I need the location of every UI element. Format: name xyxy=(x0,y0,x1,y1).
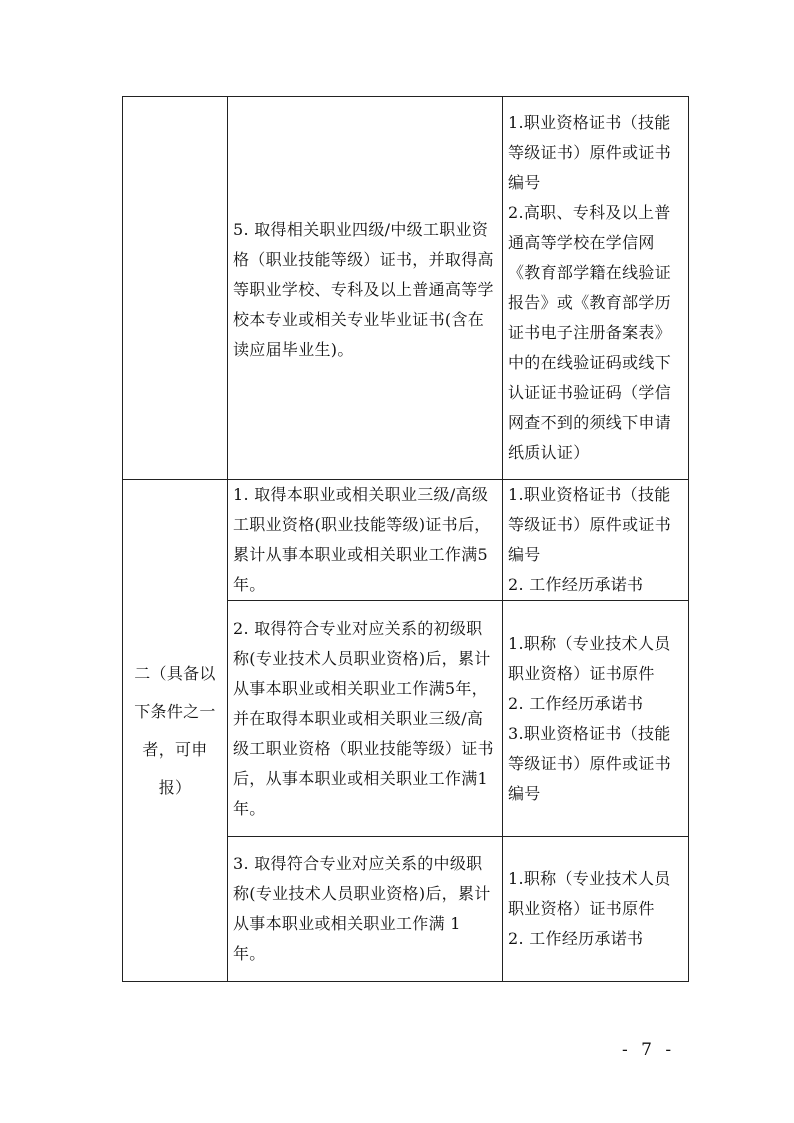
materials-cell xyxy=(503,837,689,982)
material-item: 3.职业资格证书（技能等级证书）原件或证书编号 xyxy=(508,723,672,803)
condition-cell xyxy=(228,480,503,601)
material-item: 2. 工作经历承诺书 xyxy=(508,929,644,948)
condition-cell xyxy=(228,837,503,982)
category-cell xyxy=(123,480,228,982)
condition-cell xyxy=(228,601,503,837)
material-item: 1.职业资格证书（技能等级证书）原件或证书编号 xyxy=(508,485,672,564)
material-item: 2.高职、专科及以上普通高等学校在学信网《教育部学籍在线验证报告》或《教育部学历证书电子注册备案表》中的在线验证码或线下认证证书验证码（学信网查不到的须线下申请纸质认证） xyxy=(508,203,672,462)
material-item: 2. 工作经历承诺书 xyxy=(508,575,644,594)
requirements-table xyxy=(122,96,689,982)
materials-cell xyxy=(503,601,689,837)
material-item: 1.职业资格证书（技能等级证书）原件或证书编号 xyxy=(508,113,672,192)
condition-text: 2. 取得符合专业对应关系的初级职称(专业技术人员职业资格)后，累计从事本职业或相关职业工作满5年，并在取得本职业或相关职业三级/高级工职业资格（职业技能等级）证书后，从事本职业或相关职业工作满1年。 xyxy=(233,618,494,818)
category-label: 二（具备以下条件之一者，可申报） xyxy=(134,663,216,797)
condition-text: 3. 取得符合专业对应关系的中级职称(专业技术人员职业资格)后，累计从事本职业或相关职业工作满 1 年。 xyxy=(233,854,491,963)
condition-text: 5. 取得相关职业四级/中级工职业资格（职业技能等级）证书，并取得高等职业学校、专科及以上普通高等学校本专业或相关专业毕业证书(含在读应届毕业生)。 xyxy=(233,220,494,359)
materials-cell xyxy=(503,480,689,601)
table-row xyxy=(123,97,689,480)
material-item: 2. 工作经历承诺书 xyxy=(508,693,644,713)
condition-cell xyxy=(228,97,503,480)
condition-text: 1. 取得本职业或相关职业三级/高级工职业资格(职业技能等级)证书后，累计从事本职业或相关职业工作满5年。 xyxy=(233,485,491,594)
table-row xyxy=(123,480,689,601)
category-cell-empty xyxy=(123,97,228,480)
material-item: 1.职称（专业技术人员职业资格）证书原件 xyxy=(508,869,671,918)
page-number: - 7 - xyxy=(622,1040,676,1060)
materials-cell xyxy=(503,97,689,480)
material-item: 1.职称（专业技术人员职业资格）证书原件 xyxy=(508,633,671,683)
